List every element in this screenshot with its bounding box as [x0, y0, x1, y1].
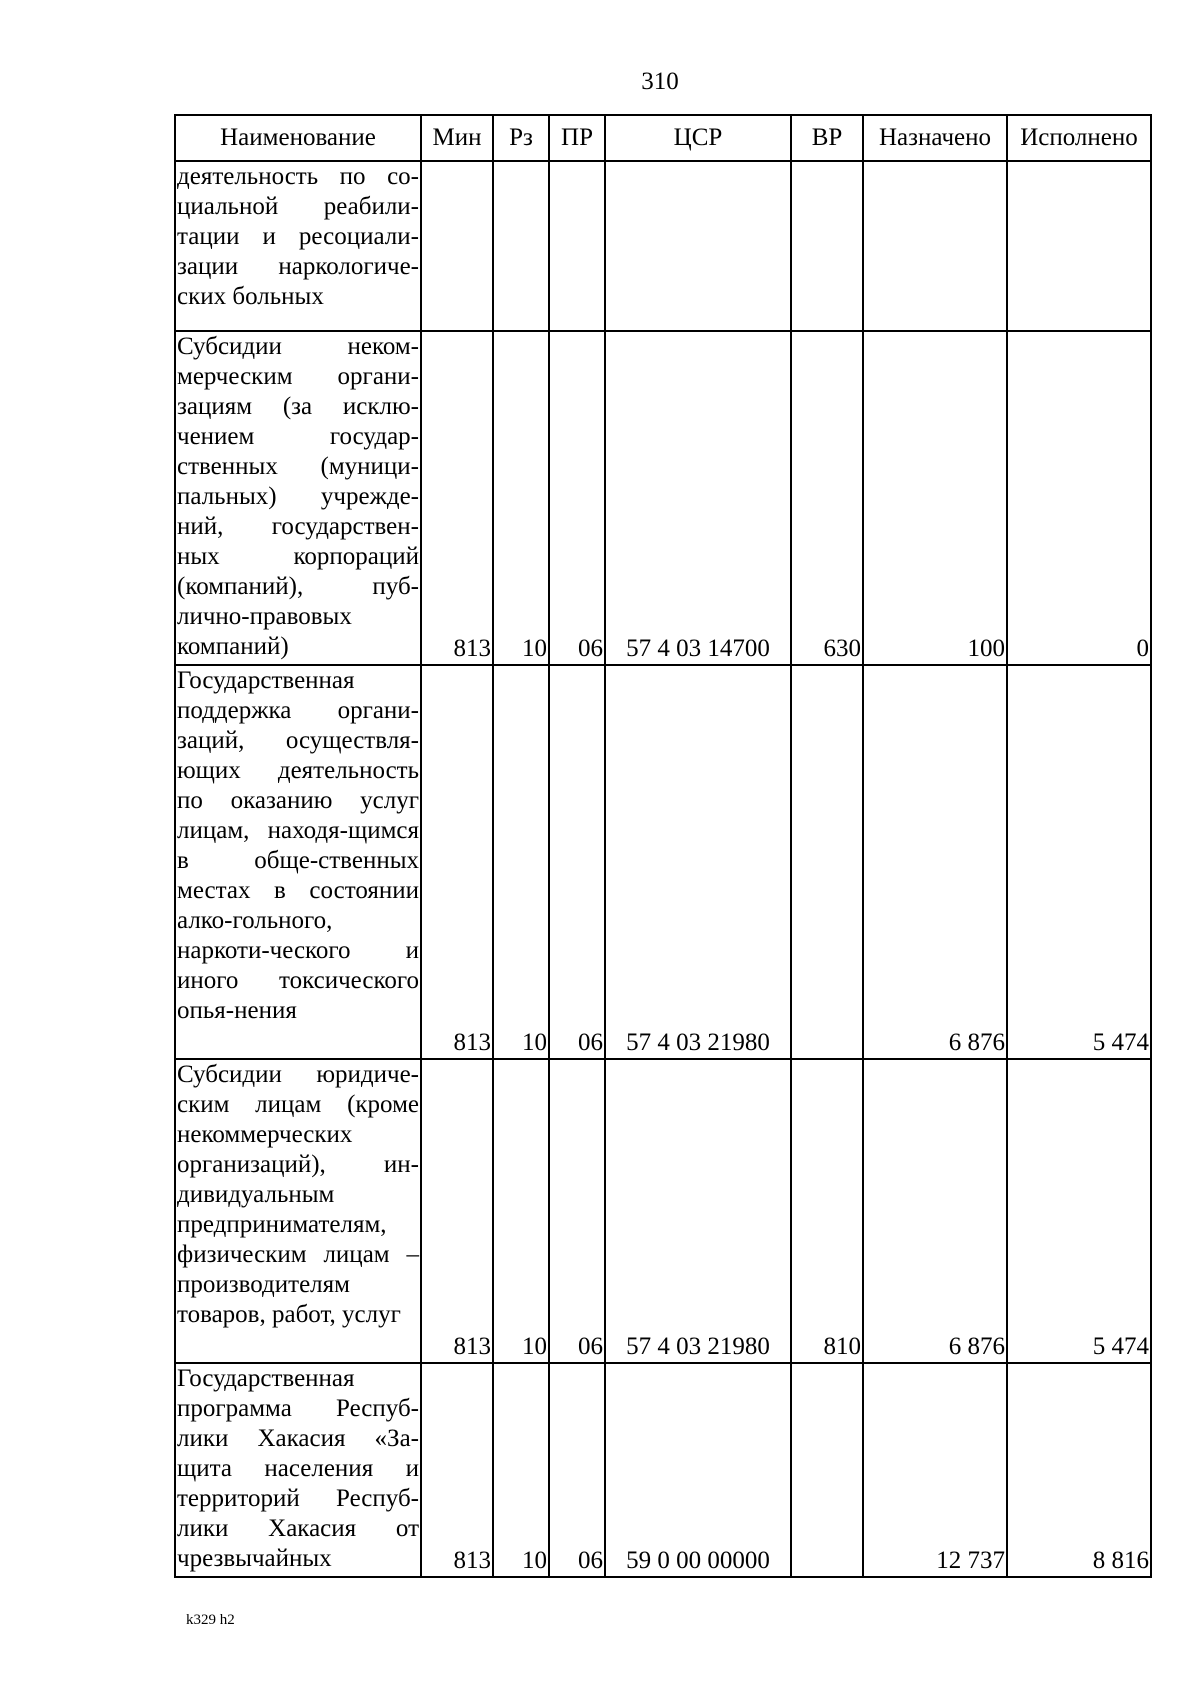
table-header-row: [175, 115, 1151, 161]
row-vr: 630: [791, 331, 863, 665]
row-csr: [605, 161, 791, 331]
row-rz: 10: [493, 1059, 549, 1363]
table-row: [175, 1363, 1151, 1577]
row-name: Государственная программа Респуб-лики Хакасия «За-щита населения и территорий Респуб-лики Хакасия от чрезвычайных: [175, 1363, 421, 1577]
row-executed: 0: [1007, 331, 1151, 665]
row-assigned: 12 737: [863, 1363, 1007, 1577]
row-assigned: [863, 161, 1007, 331]
row-name: Государственная поддержка органи-заций, осуществля-ющих деятельность по оказанию услуг лицам, находя-щимся в обще-ственных местах в состоянии алко-гольного, наркоти-ческого и иного токсического опья-нения: [175, 665, 421, 1059]
header-rz: Рз: [493, 115, 549, 161]
row-assigned: 100: [863, 331, 1007, 665]
row-pr: 06: [549, 665, 605, 1059]
row-vr: [791, 1363, 863, 1577]
header-min: Мин: [421, 115, 493, 161]
row-name: Субсидии юридиче-ским лицам (кроме некоммерческих организаций), ин-дивидуальным предпринимателям, физическим лицам – производителям товаров, работ, услуг: [175, 1059, 421, 1363]
header-csr: ЦСР: [605, 115, 791, 161]
row-min: 813: [421, 1059, 493, 1363]
row-rz: 10: [493, 1363, 549, 1577]
row-name: Субсидии неком-мерческим органи-зациям (за исклю-чением государ-ственных (муници-пальных) учрежде-ний, государствен-ных корпораций (компаний), пуб-лично-правовых компаний): [175, 331, 421, 665]
budget-table: [174, 114, 1152, 1578]
footer-code: k329 h2: [186, 1612, 235, 1628]
header-assigned: Назначено: [863, 115, 1007, 161]
row-rz: [493, 161, 549, 331]
page-number: 310: [641, 68, 679, 95]
row-vr: [791, 161, 863, 331]
header-pr: ПР: [549, 115, 605, 161]
row-name: деятельность по со-циальной реабили-тации и ресоциали-зации наркологиче-ских больных: [175, 161, 421, 331]
row-rz: 10: [493, 665, 549, 1059]
row-assigned: 6 876: [863, 1059, 1007, 1363]
row-min: 813: [421, 1363, 493, 1577]
row-min: 813: [421, 331, 493, 665]
row-min: 813: [421, 665, 493, 1059]
row-executed: 5 474: [1007, 1059, 1151, 1363]
row-executed: 8 816: [1007, 1363, 1151, 1577]
row-csr: 57 4 03 21980: [605, 665, 791, 1059]
table-row: [175, 331, 1151, 665]
row-executed: 5 474: [1007, 665, 1151, 1059]
row-vr: [791, 665, 863, 1059]
row-csr: 57 4 03 14700: [605, 331, 791, 665]
header-vr: ВР: [791, 115, 863, 161]
table-row: [175, 1059, 1151, 1363]
header-name: Наименование: [175, 115, 421, 161]
row-csr: 59 0 00 00000: [605, 1363, 791, 1577]
row-pr: 06: [549, 1363, 605, 1577]
row-csr: 57 4 03 21980: [605, 1059, 791, 1363]
header-executed: Исполнено: [1007, 115, 1151, 161]
row-executed: [1007, 161, 1151, 331]
row-rz: 10: [493, 331, 549, 665]
row-pr: 06: [549, 331, 605, 665]
row-assigned: 6 876: [863, 665, 1007, 1059]
row-min: [421, 161, 493, 331]
table-row: [175, 665, 1151, 1059]
table-row: [175, 161, 1151, 331]
row-vr: 810: [791, 1059, 863, 1363]
row-pr: 06: [549, 1059, 605, 1363]
row-pr: [549, 161, 605, 331]
